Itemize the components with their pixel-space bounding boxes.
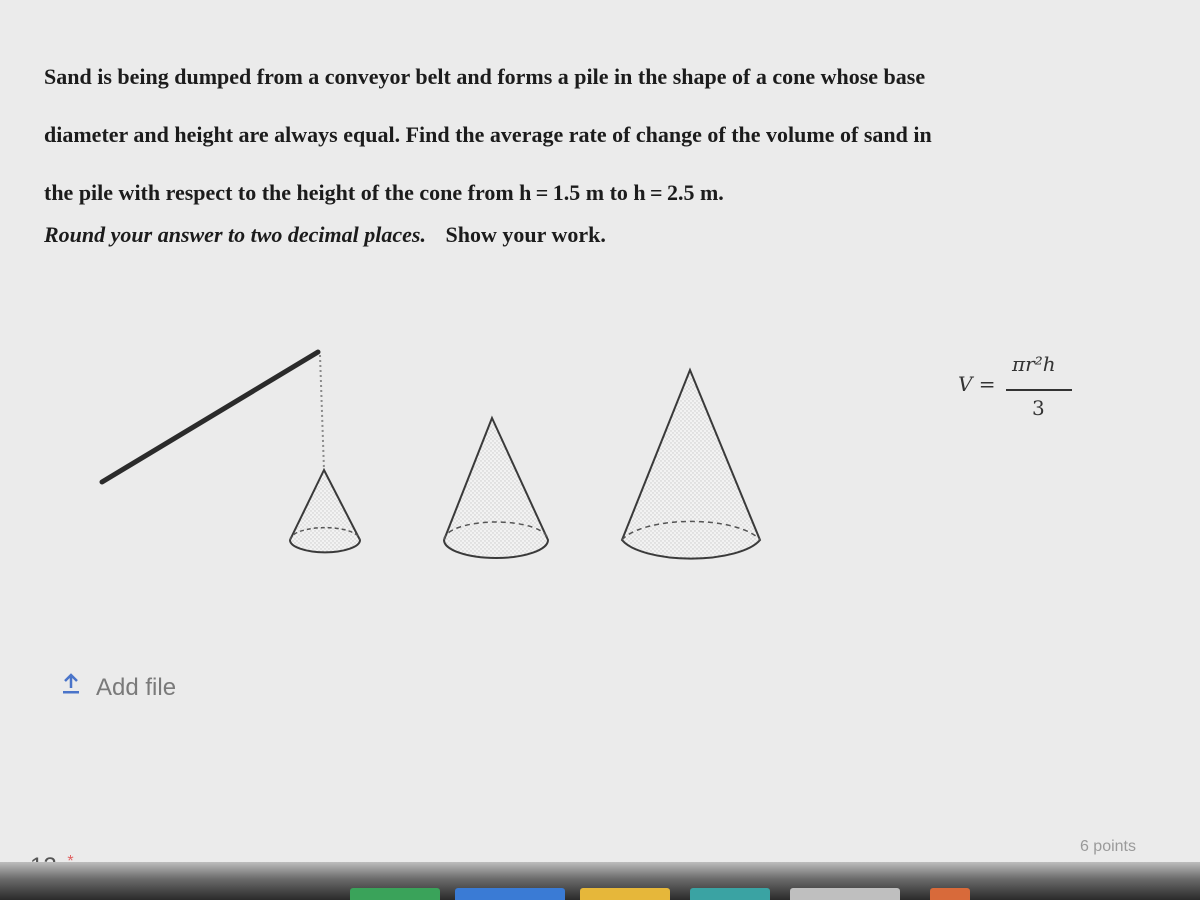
formula-lhs: V = [958,372,996,396]
volume-formula [958,352,1088,432]
question-line-3: the pile with respect to the height of the cone from h = 1.5 m to h = 2.5 m. [44,180,724,205]
formula-denominator: 3 [1032,396,1045,420]
instruction [44,222,606,248]
falling-sand [320,355,324,470]
rounding-instruction: Round your answer to two decimal places. [44,222,426,247]
upload-icon [60,672,82,703]
medium-cone [444,418,548,558]
bottom-chip-orange [930,888,970,900]
show-work-instruction: Show your work. [445,222,606,247]
bottom-chip-grey [790,888,900,900]
conveyor-belt [102,352,318,482]
question-line-1: Sand is being dumped from a conveyor belt and forms a pile in the shape of a cone whose base [44,64,926,89]
bottom-chip-blue [455,888,565,900]
add-file-label: Add file [96,673,177,701]
formula-numerator: πr²h [1012,352,1056,376]
add-file-button[interactable] [60,672,176,703]
points-label: 6 points [1079,838,1136,855]
question-line-2: diameter and height are always equal. Find the average rate of change of the volume of sand in [44,122,932,147]
large-cone [622,370,760,559]
bottom-chip-teal [690,888,770,900]
bottom-chip-yellow [580,888,670,900]
fraction-bar [1006,389,1072,391]
question-text [44,48,1134,222]
bottom-chip-green [350,888,440,900]
small-cone [290,470,360,552]
